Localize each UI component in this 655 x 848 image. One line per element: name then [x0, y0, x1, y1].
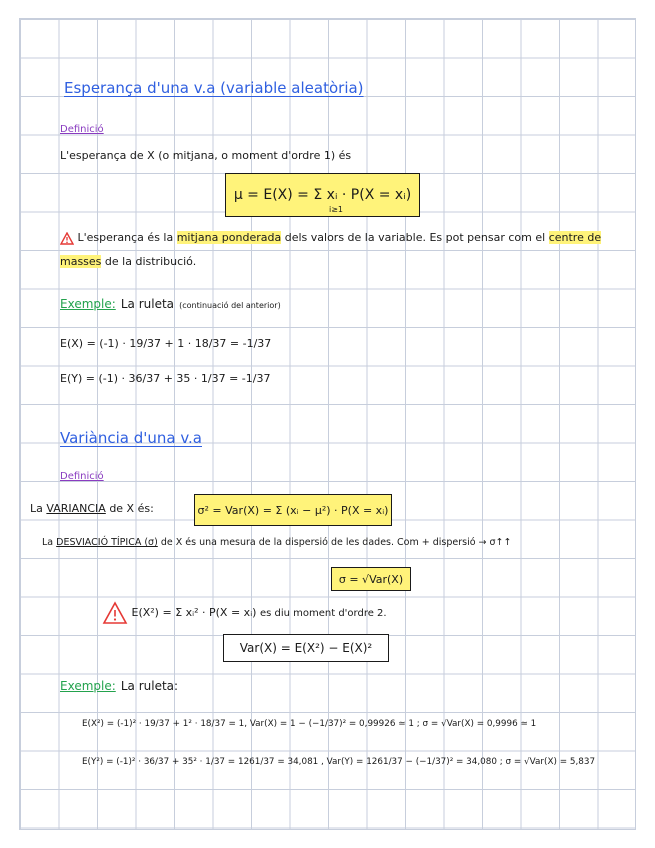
moment-text: es diu moment d'ordre 2. — [259, 608, 387, 619]
moment-line — [102, 601, 387, 625]
example-label: Exemple: — [60, 679, 116, 693]
warning-text: L'esperança és la — [77, 231, 174, 244]
warning-triangle-icon — [60, 232, 74, 245]
example-line-ey2: E(Y²) = (-1)² · 36/37 + 35² · 1/37 = 1261/37 = 34,081 , Var(Y) = 1261/37 − (−1/37)² = 34,080 ; σ = √Var(X) = 5,837 — [82, 757, 596, 767]
warning-triangle-icon — [102, 601, 128, 625]
warning-line-2 — [60, 255, 196, 268]
variance-formula: σ² = Var(X) = Σ (xᵢ − μ²) · P(X = xᵢ) — [197, 503, 389, 517]
definition-label: Definició — [60, 471, 104, 482]
moment-formula: E(X²) = Σ xᵢ² · P(X = xᵢ) — [131, 606, 257, 619]
sum-index: i≥1 — [329, 205, 344, 214]
example-line-ex2: E(X²) = (-1)² · 19/37 + 1² · 18/37 = 1, Var(X) = 1 − (−1/37)² = 0,99926 ≃ 1 ; σ = √Var(X) = 0,9996 ≃ 1 — [82, 719, 537, 729]
highlight-mitjana-ponderada: mitjana ponderada — [176, 231, 282, 244]
warning-text: de la distribució. — [104, 255, 197, 268]
example-title: La ruleta — [120, 297, 175, 311]
example-title: La ruleta: — [120, 679, 179, 693]
definition-label: Definició — [60, 124, 104, 135]
section-title-variancia: Variància d'una v.a — [60, 429, 202, 447]
sigma-formula: σ = √Var(X) — [338, 572, 404, 586]
std-dev-definition: La DESVIACIÓ TÍPICA (σ) de X és una mesura de la dispersió de les dades. Com + dispersió → σ↑↑ — [42, 537, 512, 548]
section-title-esperanca: Esperança d'una v.a (variable aleatòria) — [64, 79, 364, 97]
definition-text: L'esperança de X (o mitjana, o moment d'ordre 1) és — [60, 149, 352, 162]
variance-identity-box — [223, 634, 389, 662]
example-line-ey: E(Y) = (-1) · 36/37 + 35 · 1/37 = -1/37 — [60, 372, 271, 385]
variance-identity: Var(X) = E(X²) − E(X)² — [239, 641, 373, 655]
sigma-formula-box — [331, 567, 411, 591]
grid-notebook-page — [19, 18, 636, 830]
std-dev-term: DESVIACIÓ TÍPICA (σ) — [56, 537, 158, 548]
example-line-ex: E(X) = (-1) · 19/37 + 1 · 18/37 = -1/37 — [60, 337, 272, 350]
example-heading — [60, 293, 281, 312]
variance-term: VARIANCIA — [46, 502, 106, 515]
variance-intro: La VARIANCIA de X és: — [30, 502, 154, 515]
example-note: (continuació del anterior) — [179, 301, 281, 310]
expectation-formula: μ = E(X) = Σ xᵢ · P(X = xᵢ) — [233, 187, 412, 203]
variance-formula-box — [194, 494, 392, 526]
highlight-masses: masses — [60, 255, 102, 268]
expectation-formula-box — [225, 173, 420, 217]
warning-line-1 — [60, 231, 601, 245]
example-label: Exemple: — [60, 297, 116, 311]
example-heading-2 — [60, 675, 178, 694]
warning-text: dels valors de la variable. Es pot pensar com el — [284, 231, 546, 244]
highlight-centre: centre de — [548, 231, 602, 244]
